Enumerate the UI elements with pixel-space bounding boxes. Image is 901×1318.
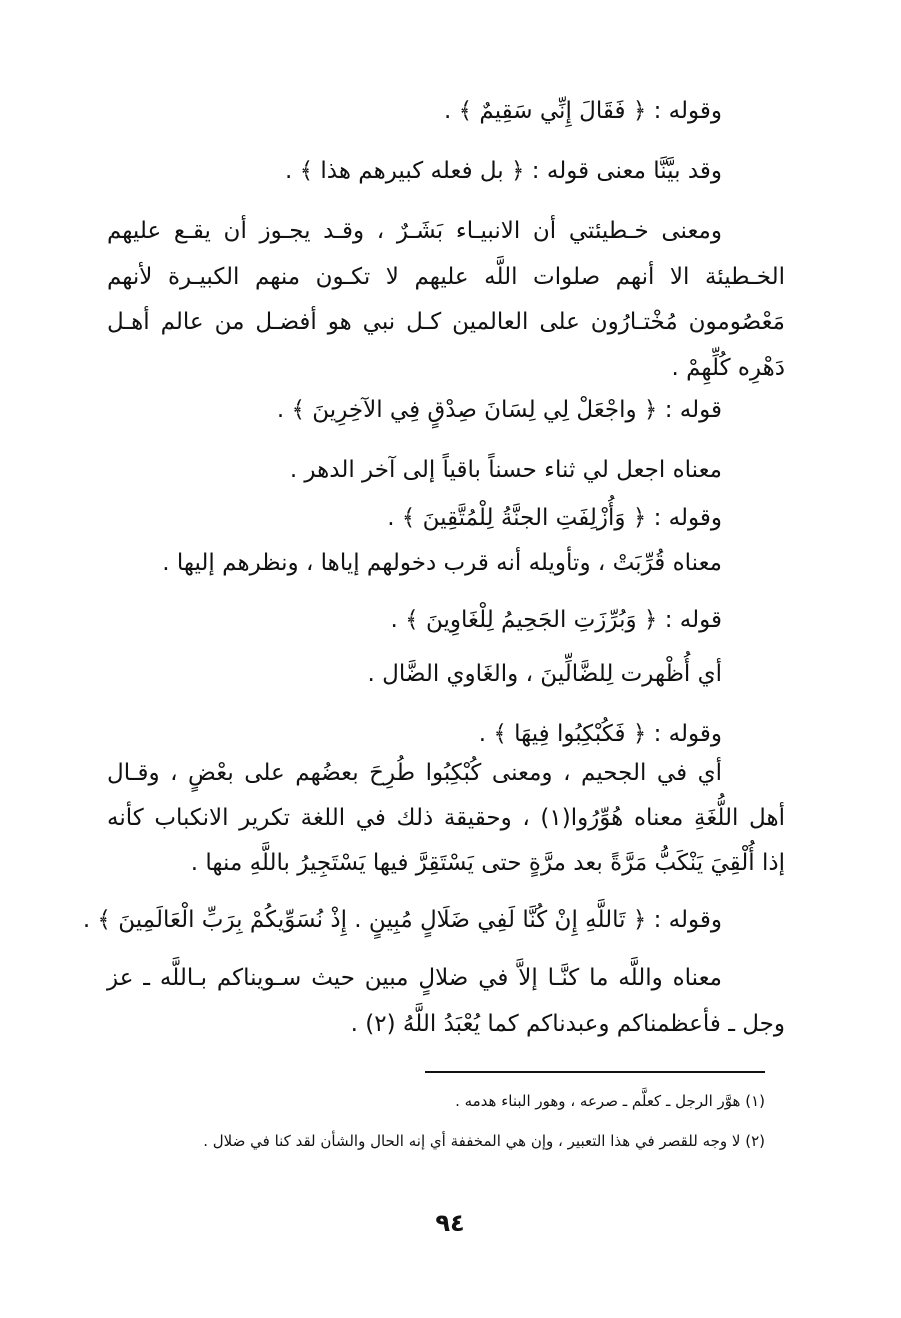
text-line-12: أي أُظْهرت لِلضَّالِّينَ ، والغَاوي الضَّال .: [367, 661, 722, 687]
text-line-10: معناه قُرِّبَتْ ، وتأويله أنه قرب دخولهم إياها ، ونظرهم إليها .: [162, 550, 722, 576]
text-line-8: معناه اجعل لي ثناء حسناً باقياً إلى آخر الدهر .: [289, 457, 722, 483]
text-line-3: ومعنى خـطيئتي أن الانبيـاء بَشَـرٌ ، وقـد يجـوز أن يقـع عليهم: [107, 218, 722, 244]
text-line-18: معناه واللَّه ما كنَّـا إلاَّ في ضلالٍ مبين حيث سـويناكم بـاللَّه ـ عز: [107, 965, 722, 991]
text-line-2: وقد بيَّنَّا معنى قوله : ﴿ بل فعله كبيرهم هذا ﴾ .: [284, 158, 722, 184]
text-line-5: مَعْصُومون مُخْتـارُون على العالمين كـل نبي هو أفضـل من عالم أهـل: [107, 309, 785, 335]
text-line-6: دَهْرِه كُلِّهِمْ .: [671, 355, 785, 381]
text-line-14: أي في الجحيم ، ومعنى كُبْكِبُوا طُرِحَ بعضُهم على بعْضٍ ، وقـال: [107, 760, 722, 786]
text-line-19: وجل ـ فأعظمناكم وعبدناكم كما يُعْبَدُ اللَّهُ (٢) .: [350, 1011, 785, 1037]
text-line-4: الخـطيئة الا أنهم صلوات اللَّه عليهم لا تكـون منهم الكبيـرة لأنهم: [107, 264, 785, 290]
text-line-7: قوله : ﴿ واجْعَلْ لِي لِسَانَ صِدْقٍ فِي الآخِرِينَ ﴾ .: [276, 397, 722, 423]
footnote-2: (٢) لا وجه للقصر في هذا التعبير ، وإن هي المخففة أي إنه الحال والشأن لقد كنا في ضلال .: [203, 1132, 765, 1150]
text-line-15: أهل اللُّغَةِ معناه هُوِّرُوا(١) ، وحقيقة ذلك في اللغة تكرير الانكباب كأنه: [107, 805, 785, 831]
text-line-11: قوله : ﴿ وَبُرِّزَتِ الجَحِيمُ لِلْغَاوِينَ ﴾ .: [390, 607, 722, 633]
text-line-1: وقوله : ﴿ فَقَالَ إِنِّي سَقِيمٌ ﴾ .: [444, 98, 722, 124]
text-line-13: وقوله : ﴿ فَكُبْكِبُوا فِيهَا ﴾ .: [478, 721, 722, 747]
page-number: ٩٤: [435, 1209, 465, 1237]
footnote-1: (١) هوَّر الرجل ـ كعلَّم ـ صرعه ، وهور البناء هدمه .: [455, 1092, 765, 1110]
text-line-17: وقوله : ﴿ تَاللَّهِ إِنْ كُنَّا لَفِي ضَلَالٍ مُبِينٍ . إِذْ نُسَوِّيكُمْ بِرَبِّ الْعَالَمِينَ ﴾ .: [82, 907, 722, 933]
footnote-divider: [425, 1071, 765, 1073]
text-line-9: وقوله : ﴿ وَأُزْلِفَتِ الجنَّةُ لِلْمُتَّقِينَ ﴾ .: [387, 505, 722, 531]
text-line-16: إذا أُلْقِيَ يَنْكَبُّ مَرَّةً بعد مرَّةٍ حتى يَسْتَقِرَّ فيها يَسْتَجِيرُ باللَّهِ منها .: [190, 850, 785, 876]
